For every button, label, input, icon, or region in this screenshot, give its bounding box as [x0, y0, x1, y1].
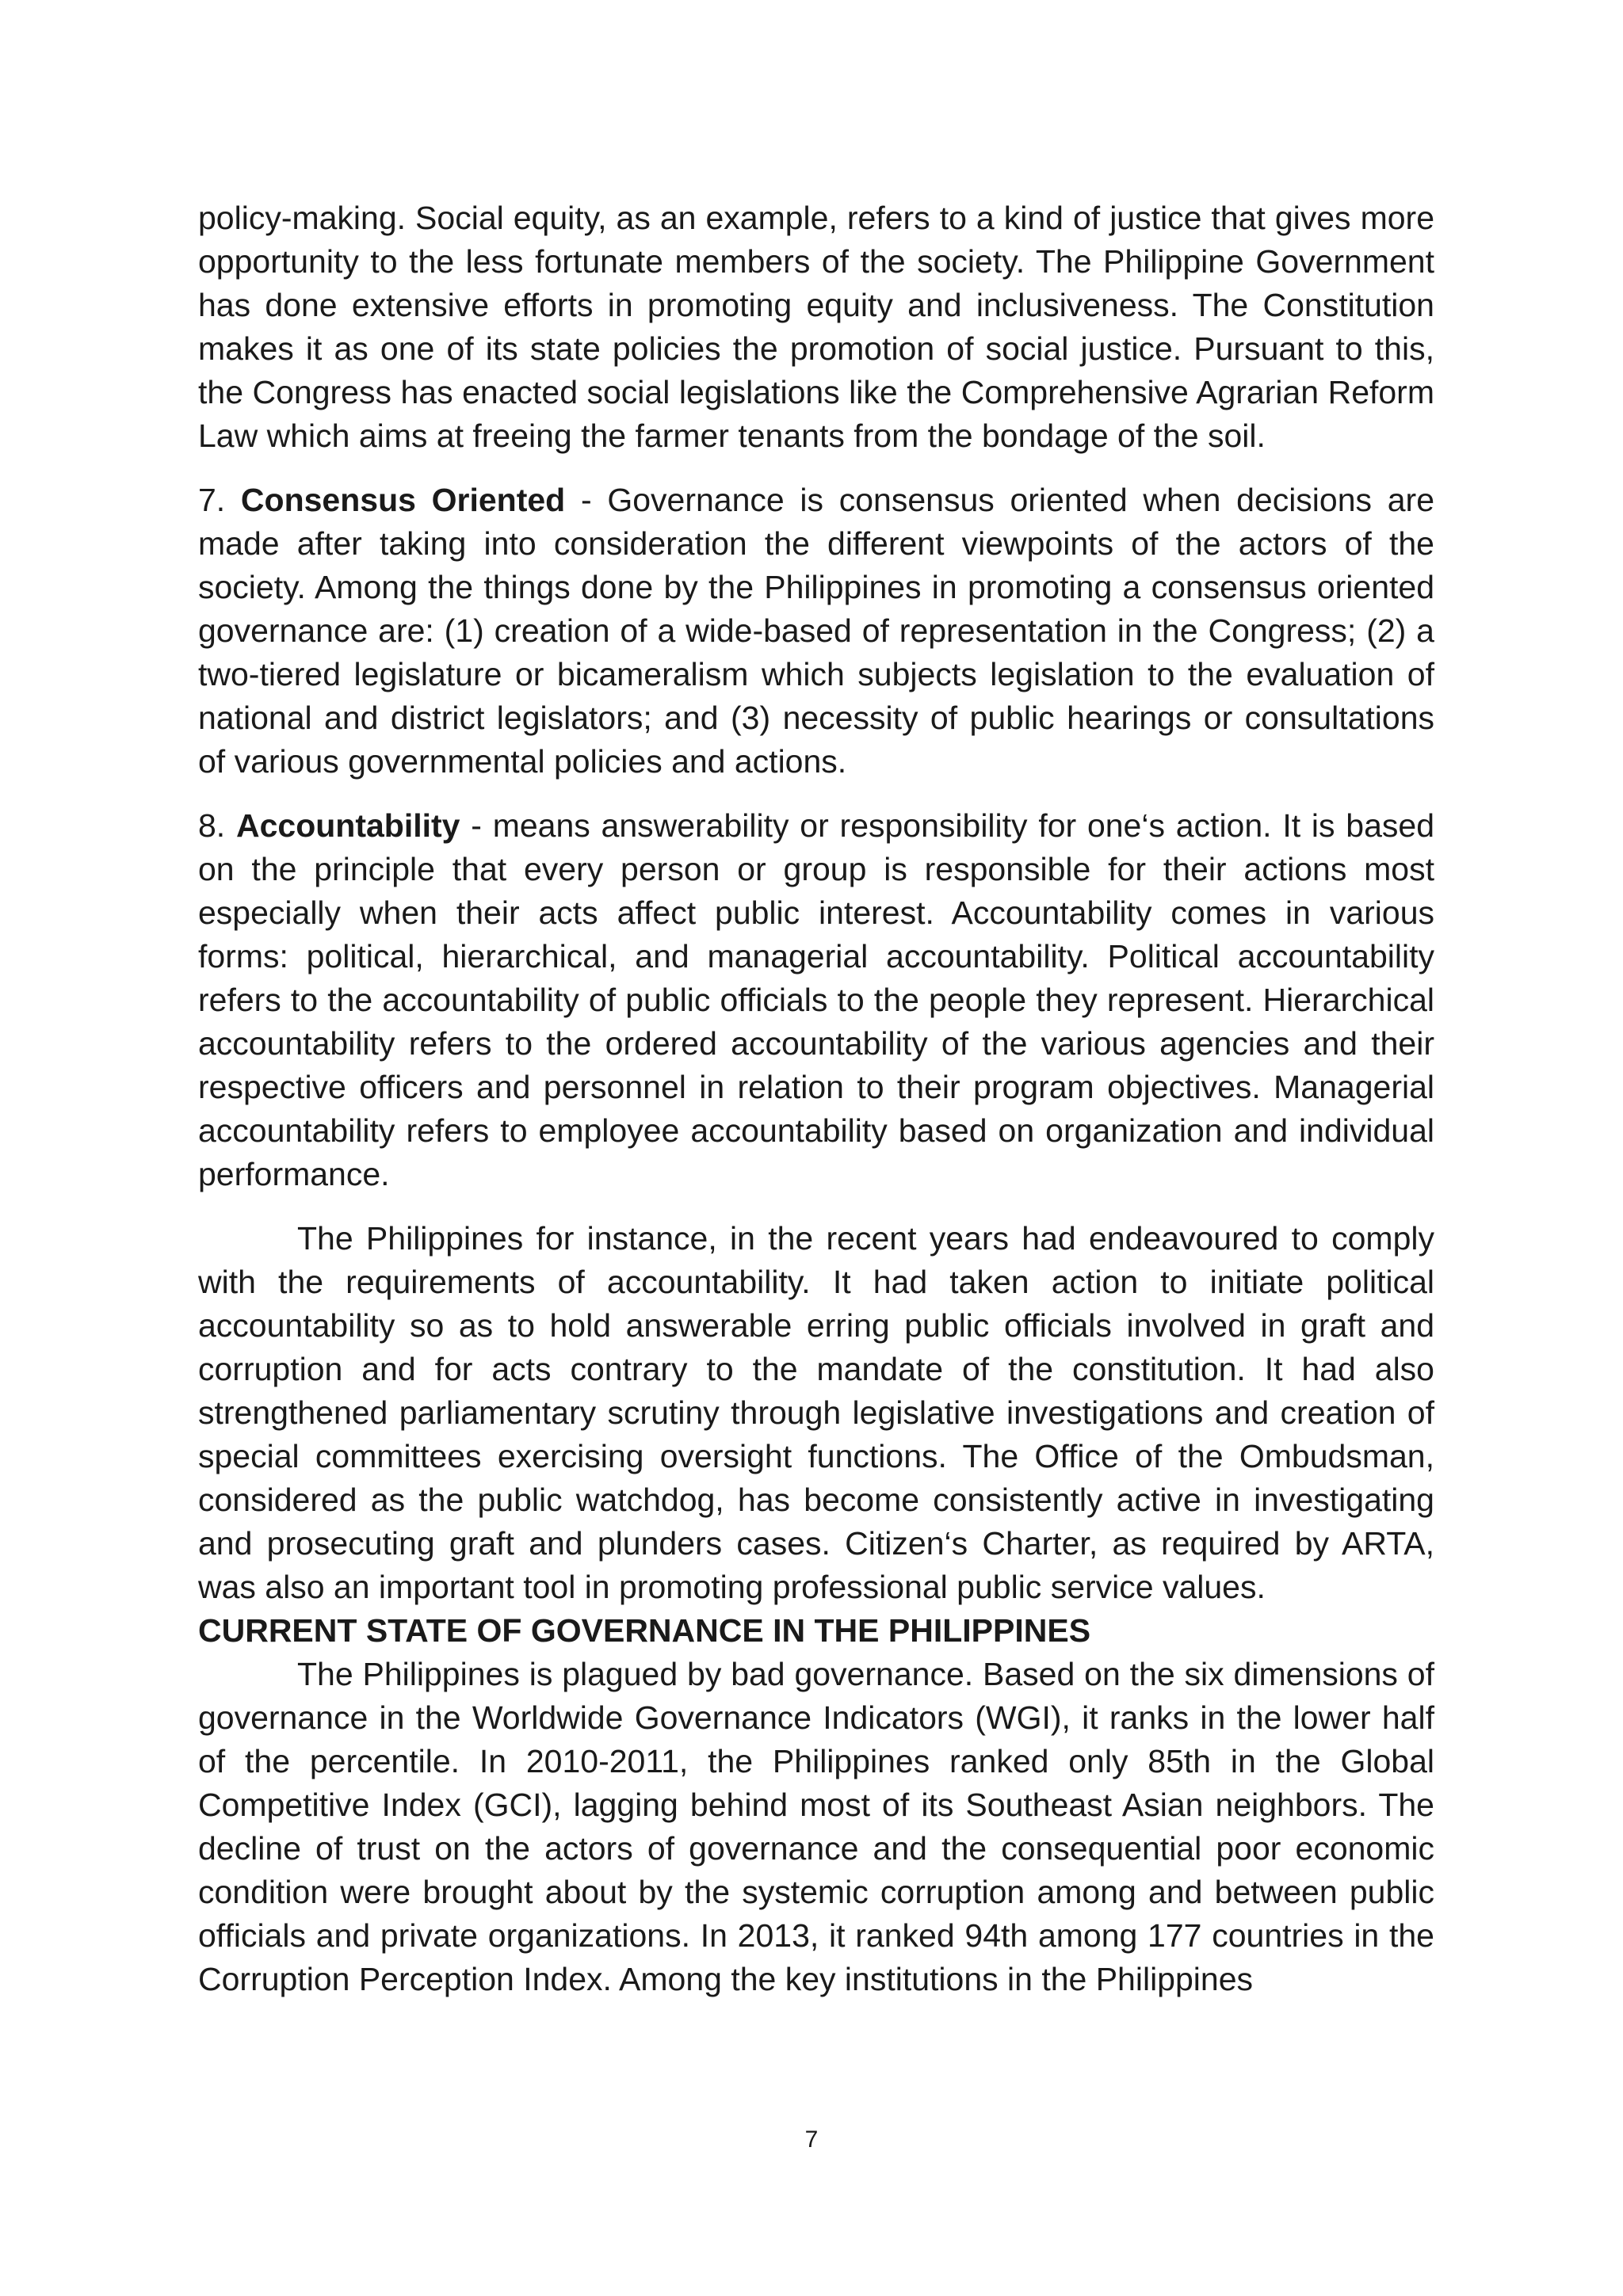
document-page [198, 196, 1434, 2001]
paragraph-social-equity: policy-making. Social equity, as an example, refers to a kind of justice that gives more opportunity to the less fortunate members of the society. The Philippine Government has done extensive efforts in promoting equity and inclusiveness. The Constitution makes it as one of its state policies the promotion of social justice. Pursuant to this, the Congress has enacted social legislations like the Comprehensive Agrarian Reform Law which aims at freeing the farmer tenants from the bondage of the soil. [198, 200, 1434, 454]
page-number: 7 [804, 2126, 819, 2153]
paragraph-accountability [198, 804, 1434, 1196]
item-number: 7. [198, 482, 241, 518]
section-heading: CURRENT STATE OF GOVERNANCE IN THE PHILIPPINES [198, 1612, 1091, 1649]
item-number: 8. [198, 807, 236, 844]
item-text: - Governance is consensus oriented when decisions are made after taking into consideration the different viewpoints of the actors of the society. Among the things done by the Philippines in promoting a consensus oriented governance are: (1) creation of a wide-based of representation in the Congress; (2) a two-tiered legislature or bicameralism which subjects legislation to the evaluation of national and district legislators; and (3) necessity of public hearings or consultations of various governmental policies and actions. [198, 482, 1434, 780]
paragraph-consensus-oriented [198, 479, 1434, 784]
item-text: - means answerability or responsibility for one‘s action. It is based on the principle that every person or group is responsible for their actions most especially when their acts affect public interest. Accountability comes in various forms: political, hierarchical, and managerial accountability. Political accountability refers to the accountability of public officials to the people they represent. Hierarchical accountability refers to the ordered accountability of the various agencies and their respective officers and personnel in relation to their program objectives. Managerial accountability refers to employee accountability based on organization and individual performance. [198, 807, 1434, 1192]
term-accountability: Accountability [235, 807, 460, 844]
term-consensus-oriented: Consensus Oriented [240, 482, 566, 518]
paragraph-current-state: The Philippines is plagued by bad governance. Based on the six dimensions of governance in the Worldwide Governance Indicators (WGI), it ranks in the lower half of the percentile. In 2010-2011, the Philippines ranked only 85th in the Global Competitive Index (GCI), lagging behind most of its Southeast Asian neighbors. The decline of trust on the actors of governance and the consequential poor economic condition were brought about by the systemic corruption among and between public officials and private organizations. In 2013, it ranked 94th among 177 countries in the Corruption Perception Index. Among the key institutions in the Philippines [198, 1656, 1434, 1997]
paragraph-philippines-accountability: The Philippines for instance, in the recent years had endeavoured to comply with the requirements of accountability. It had taken action to initiate political accountability so as to hold answerable erring public officials involved in graft and corruption and for acts contrary to the mandate of the constitution. It had also strengthened parliamentary scrutiny through legislative investigations and creation of special committees exercising oversight functions. The Office of the Ombudsman, considered as the public watchdog, has become consistently active in investigating and prosecuting graft and plunders cases. Citizen‘s Charter, as required by ARTA, was also an important tool in promoting professional public service values. [198, 1220, 1434, 1605]
